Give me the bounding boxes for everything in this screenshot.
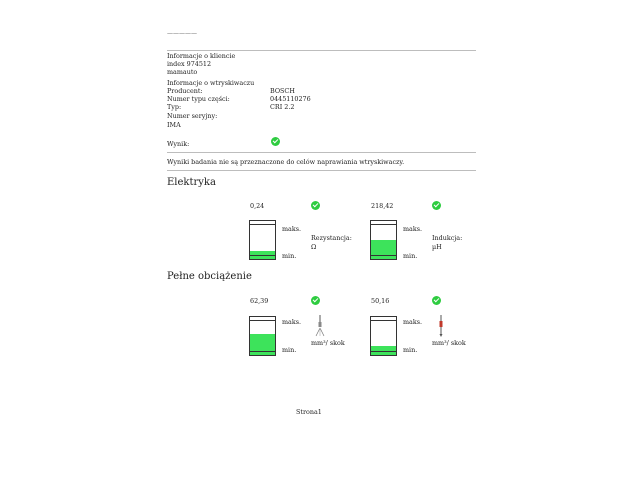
full-load-1-gauge <box>249 316 276 356</box>
client-name: mamauto <box>167 68 198 76</box>
producer-value: BOSCH <box>270 87 295 95</box>
disclaimer: Wyniki badania nie są przeznaczone do celów naprawiania wtryskiwaczy. <box>167 158 405 166</box>
result-ok-icon <box>271 137 280 146</box>
full-load-2-unit: mm³/ skok <box>432 339 466 347</box>
full-load-1-min-label: min. <box>282 346 297 354</box>
resistance-min-label: min. <box>282 252 297 260</box>
inductance-max-label: maks. <box>403 225 423 233</box>
full-load-1-unit: mm³/ skok <box>311 339 345 347</box>
inductance-unit: µH <box>432 243 442 251</box>
part-number-value: 0445110276 <box>270 95 311 103</box>
client-index: index 974512 <box>167 60 212 68</box>
type-label: Typ: <box>167 103 182 111</box>
part-number-label: Numer typu części: <box>167 95 230 103</box>
full-load-2-ok-icon <box>432 296 441 305</box>
injector-extra: IMA <box>167 121 181 129</box>
resistance-gauge <box>249 220 276 260</box>
section-elektryka: Elektryka <box>167 177 216 188</box>
producer-label: Producent: <box>167 87 203 95</box>
inductance-gauge-fill <box>371 240 396 259</box>
full-load-2-value: 50,16 <box>371 297 390 305</box>
injector-spray-icon <box>314 314 326 338</box>
full-load-1-ok-icon <box>311 296 320 305</box>
full-load-1-value: 62,39 <box>250 297 269 305</box>
inductance-name-label: Indukcja: <box>432 234 463 242</box>
injector-title: Informacje o wtryskiwaczu <box>167 79 255 87</box>
section-pelne-obciazenie: Pełne obciążenie <box>167 271 252 282</box>
inductance-gauge <box>370 220 397 260</box>
result-label: Wynik: <box>167 140 190 148</box>
type-value: CRI 2.2 <box>270 103 295 111</box>
injector-pen-icon <box>436 314 446 338</box>
full-load-2-max-label: maks. <box>403 318 423 326</box>
resistance-unit: Ω <box>311 243 317 251</box>
serial-label: Numer seryjny: <box>167 112 218 120</box>
inductance-min-label: min. <box>403 252 418 260</box>
full-load-2-min-label: min. <box>403 346 418 354</box>
full-load-1-max-label: maks. <box>282 318 302 326</box>
inductance-value: 218,42 <box>371 202 394 210</box>
header-mark: ————— <box>167 30 197 37</box>
client-title: Informacje o kliencie <box>167 52 236 60</box>
resistance-value: 0,24 <box>250 202 265 210</box>
resistance-max-label: maks. <box>282 225 302 233</box>
resistance-ok-icon <box>311 201 320 210</box>
divider-bottom <box>167 170 476 171</box>
resistance-name-label: Rezystancja: <box>311 234 352 242</box>
divider-mid <box>167 152 476 153</box>
divider-top <box>167 50 476 51</box>
full-load-2-gauge <box>370 316 397 356</box>
inductance-ok-icon <box>432 201 441 210</box>
page-footer: Strona1 <box>296 408 322 416</box>
